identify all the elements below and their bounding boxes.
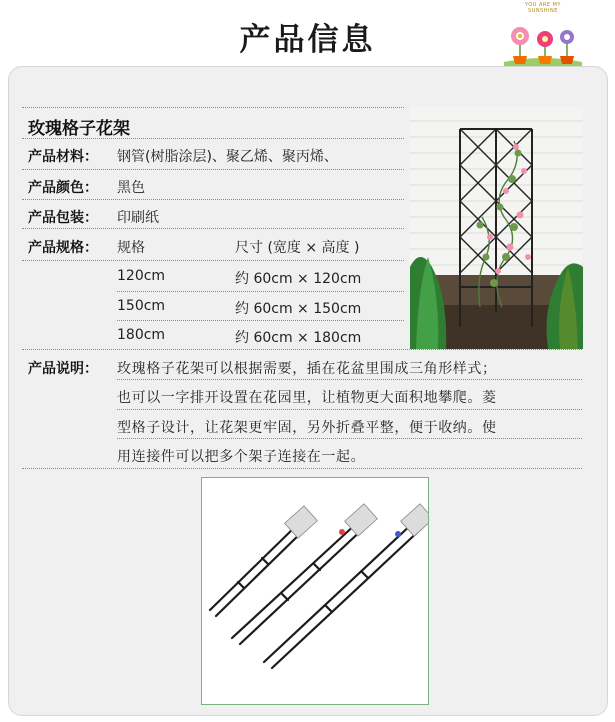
specs-label: 产品规格：	[28, 240, 98, 256]
spec-row-180: 180cm	[117, 327, 166, 343]
size-row-180: 约 60cm × 180cm	[235, 330, 362, 346]
color-value: 黑色	[117, 180, 145, 196]
divider	[22, 260, 404, 261]
description-line-1: 玫瑰格子花架可以根据需要，插在花盆里围成三角形样式；	[117, 361, 497, 377]
product-name: 玫瑰格子花架	[28, 119, 130, 139]
description-line-2: 也可以一字排开设置在花园里，让植物更大面积地攀爬。菱	[117, 390, 497, 406]
color-label: 产品颜色：	[28, 180, 98, 196]
description-line-3: 型格子设计，让花架更牢固，另外折叠平整，便于收纳。使	[117, 420, 497, 436]
divider	[117, 438, 582, 439]
logo-text-line2: SUNSHINE	[528, 8, 558, 14]
divider	[22, 228, 404, 229]
divider	[117, 291, 404, 292]
divider	[117, 409, 582, 410]
page-title: 产品信息	[239, 22, 376, 58]
brand-logo	[500, 2, 586, 68]
size-row-150: 约 60cm × 150cm	[235, 301, 362, 317]
spec-row-120: 120cm	[117, 268, 166, 284]
divider	[117, 379, 582, 380]
divider	[22, 107, 404, 108]
logo-text-line1: YOU ARE MY	[525, 2, 561, 8]
spec-row-150: 150cm	[117, 298, 166, 314]
divider	[22, 199, 404, 200]
material-value: 钢管(树脂涂层)、聚乙烯、聚丙烯、	[117, 149, 338, 165]
size-row-120: 约 60cm × 120cm	[235, 271, 362, 287]
description-label: 产品说明：	[28, 361, 98, 377]
divider	[117, 320, 404, 321]
packaging-value: 印刷纸	[117, 210, 159, 226]
divider	[22, 349, 582, 350]
divider	[22, 169, 404, 170]
description-line-4: 用连接件可以把多个架子连接在一起。	[117, 449, 366, 465]
divider	[22, 468, 582, 469]
trellis-photo	[410, 107, 583, 349]
spec-header: 规格	[117, 240, 145, 256]
packaging-label: 产品包装：	[28, 210, 98, 226]
material-label: 产品材料：	[28, 149, 98, 165]
flower-pots-icon	[500, 2, 586, 68]
size-header: 尺寸 (宽度 × 高度 )	[235, 240, 360, 256]
folded-trellis-photo	[201, 477, 429, 705]
